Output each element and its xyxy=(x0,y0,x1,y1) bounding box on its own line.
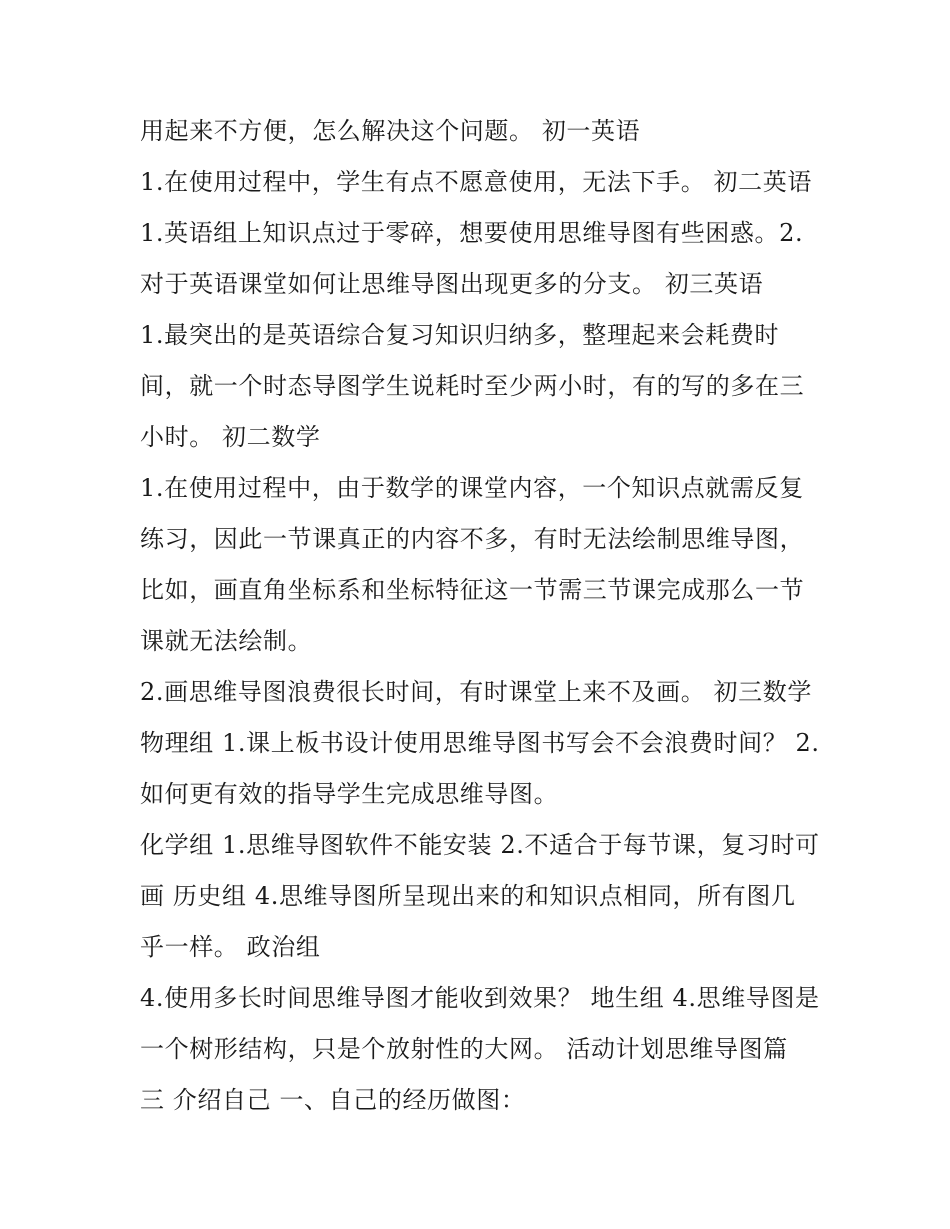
text-line: 比如，画直角坐标系和坐标特征这一节需三节课完成那么一节 xyxy=(140,576,805,604)
text-line: 练习，因此一节课真正的内容不多，有时无法绘制思维导图， xyxy=(140,525,805,553)
text-line: 1.在使用过程中，由于数学的课堂内容，一个知识点就需反复 xyxy=(140,474,804,502)
text-line: 化学组 1.思维导图软件不能安装 2.不适合于每节课，复习时可 xyxy=(140,831,820,859)
text-line: 三 介绍自己 一、自己的经历做图： xyxy=(140,1086,526,1114)
text-line: 1.英语组上知识点过于零碎，想要使用思维导图有些困惑。2. xyxy=(140,219,804,247)
text-line: 物理组 1.课上板书设计使用思维导图书写会不会浪费时间？ 2. xyxy=(140,729,820,757)
text-line: 对于英语课堂如何让思维导图出现更多的分支。 初三英语 xyxy=(140,270,764,298)
text-line: 画 历史组 4.思维导图所呈现出来的和知识点相同，所有图几 xyxy=(140,882,796,910)
text-line: 小时。 初二数学 xyxy=(140,423,321,451)
text-line: 1.最突出的是英语综合复习知识归纳多，整理起来会耗费时 xyxy=(140,321,780,349)
text-line: 用起来不方便，怎么解决这个问题。 初一英语 xyxy=(140,117,641,145)
text-line: 2.画思维导图浪费很长时间，有时课堂上来不及画。 初三数学 xyxy=(140,678,812,706)
text-line: 课就无法绘制。 xyxy=(140,627,313,655)
text-line: 间，就一个时态导图学生说耗时至少两小时，有的写的多在三 xyxy=(140,372,805,400)
text-line: 如何更有效的指导学生完成思维导图。 xyxy=(140,780,559,808)
text-line: 4.使用多长时间思维导图才能收到效果？ 地生组 4.思维导图是 xyxy=(140,984,820,1012)
text-line: 一个树形结构，只是个放射性的大网。 活动计划思维导图篇 xyxy=(140,1035,788,1063)
text-line: 乎一样。 政治组 xyxy=(140,933,321,961)
document-body xyxy=(140,108,820,1128)
text-line: 1.在使用过程中，学生有点不愿意使用，无法下手。 初二英语 xyxy=(140,168,812,196)
